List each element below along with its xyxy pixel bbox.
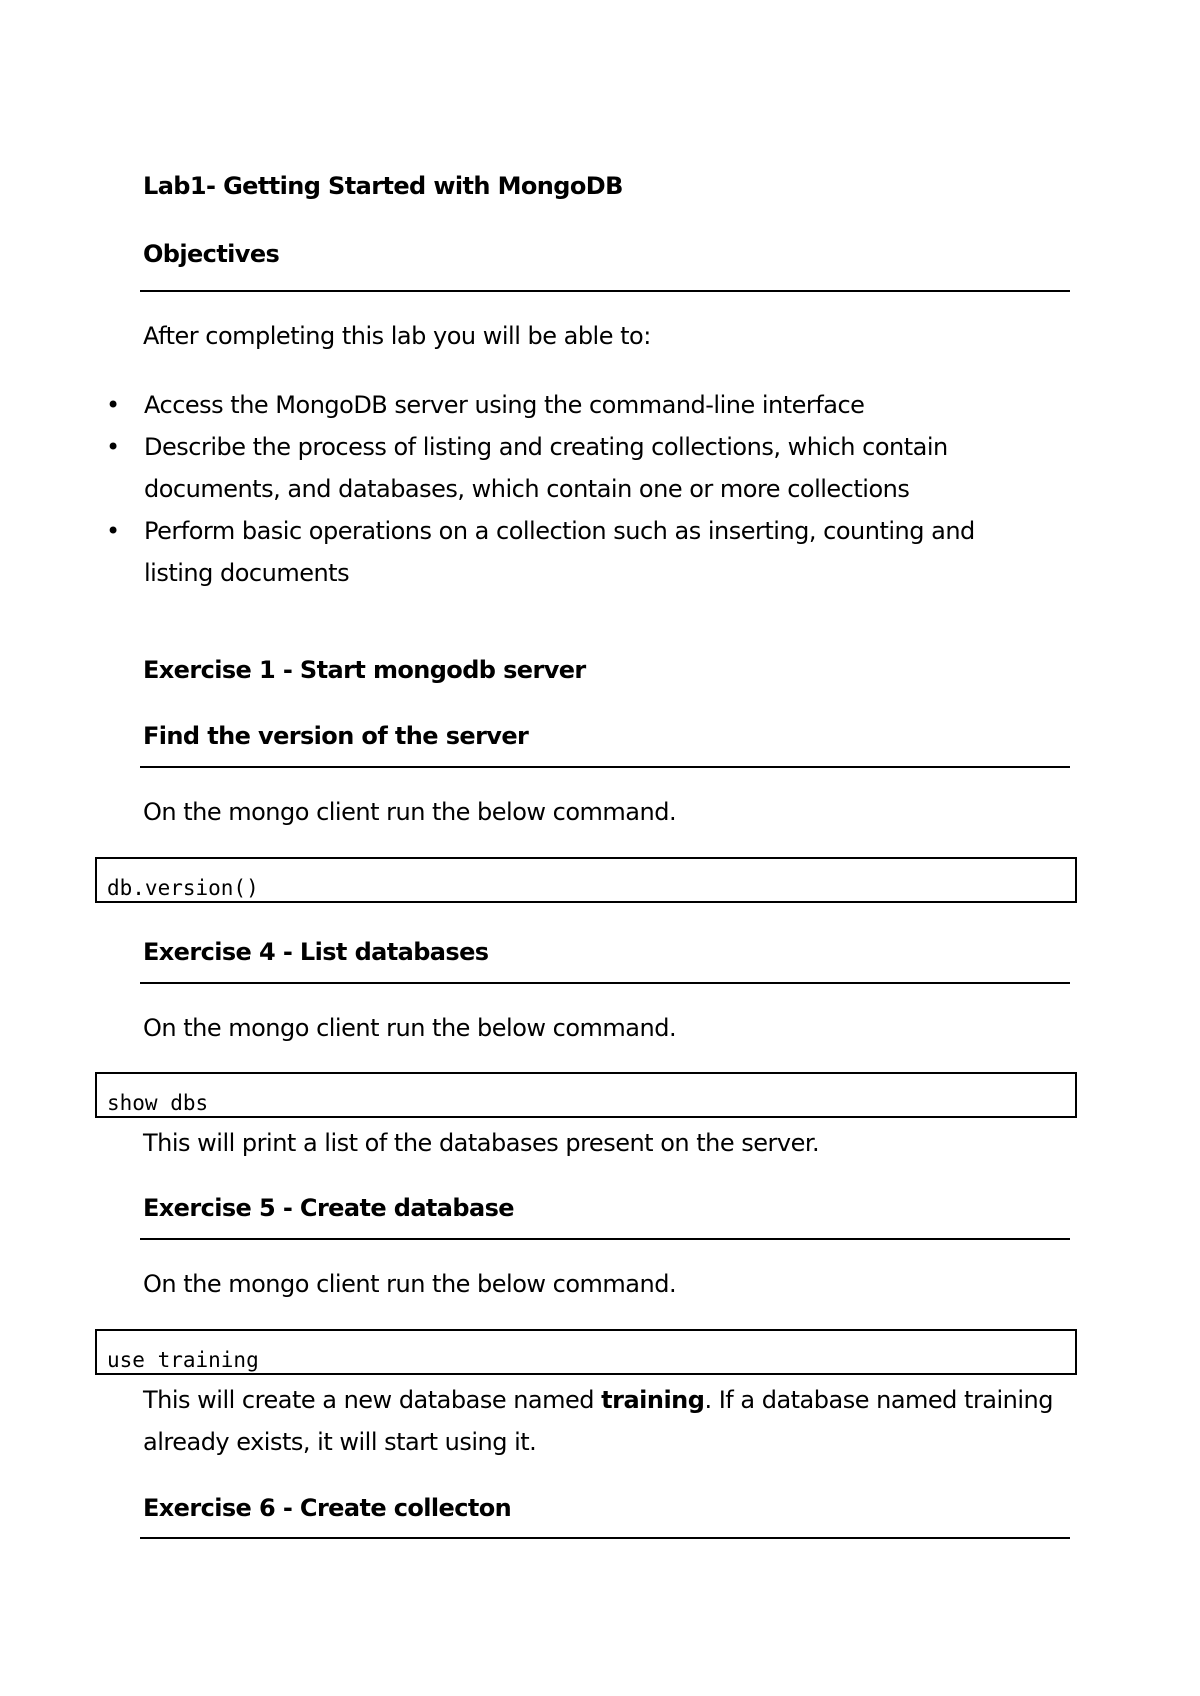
exercise1-subheading: Find the version of the server bbox=[143, 722, 529, 750]
objectives-divider bbox=[140, 290, 1070, 292]
code-block-show-dbs bbox=[95, 1072, 1077, 1118]
database-name-emphasis: training bbox=[601, 1386, 705, 1414]
exercise1-heading: Exercise 1 - Start mongodb server bbox=[143, 656, 586, 684]
objectives-intro: After completing this lab you will be able to: bbox=[143, 322, 651, 350]
code-text: show dbs bbox=[107, 1091, 209, 1115]
exercise4-heading: Exercise 4 - List databases bbox=[143, 938, 489, 966]
exercise6-heading: Exercise 6 - Create collecton bbox=[143, 1494, 512, 1522]
list-item: • Describe the process of listing and creating collections, which contain documents, and databases, which contain one or more collections bbox=[96, 426, 1044, 510]
list-item: • Access the MongoDB server using the command-line interface bbox=[96, 384, 1076, 426]
bullet-icon: • bbox=[106, 433, 120, 461]
exercise1-instruction: On the mongo client run the below command. bbox=[143, 798, 677, 826]
exercise5-heading: Exercise 5 - Create database bbox=[143, 1194, 514, 1222]
list-item: • Perform basic operations on a collection such as inserting, counting and listing documents bbox=[96, 510, 1044, 594]
code-block-use-training bbox=[95, 1329, 1077, 1375]
exercise1-divider bbox=[140, 766, 1070, 768]
bullet-icon: • bbox=[106, 517, 120, 545]
exercise4-divider bbox=[140, 982, 1070, 984]
exercise5-note: This will create a new database named training. If a database named training bbox=[143, 1386, 1054, 1414]
objectives-list bbox=[96, 384, 1076, 594]
bullet-icon: • bbox=[106, 391, 120, 419]
exercise4-note: This will print a list of the databases present on the server. bbox=[143, 1129, 820, 1157]
exercise5-instruction: On the mongo client run the below command. bbox=[143, 1270, 677, 1298]
exercise4-instruction: On the mongo client run the below command. bbox=[143, 1014, 677, 1042]
exercise5-note-line2: already exists, it will start using it. bbox=[143, 1428, 537, 1456]
code-text: db.version() bbox=[107, 876, 259, 900]
document-title: Lab1- Getting Started with MongoDB bbox=[143, 172, 623, 200]
exercise5-divider bbox=[140, 1238, 1070, 1240]
code-block-version bbox=[95, 857, 1077, 903]
code-text: use training bbox=[107, 1348, 259, 1372]
exercise6-divider bbox=[140, 1537, 1070, 1539]
objectives-heading: Objectives bbox=[143, 240, 280, 268]
